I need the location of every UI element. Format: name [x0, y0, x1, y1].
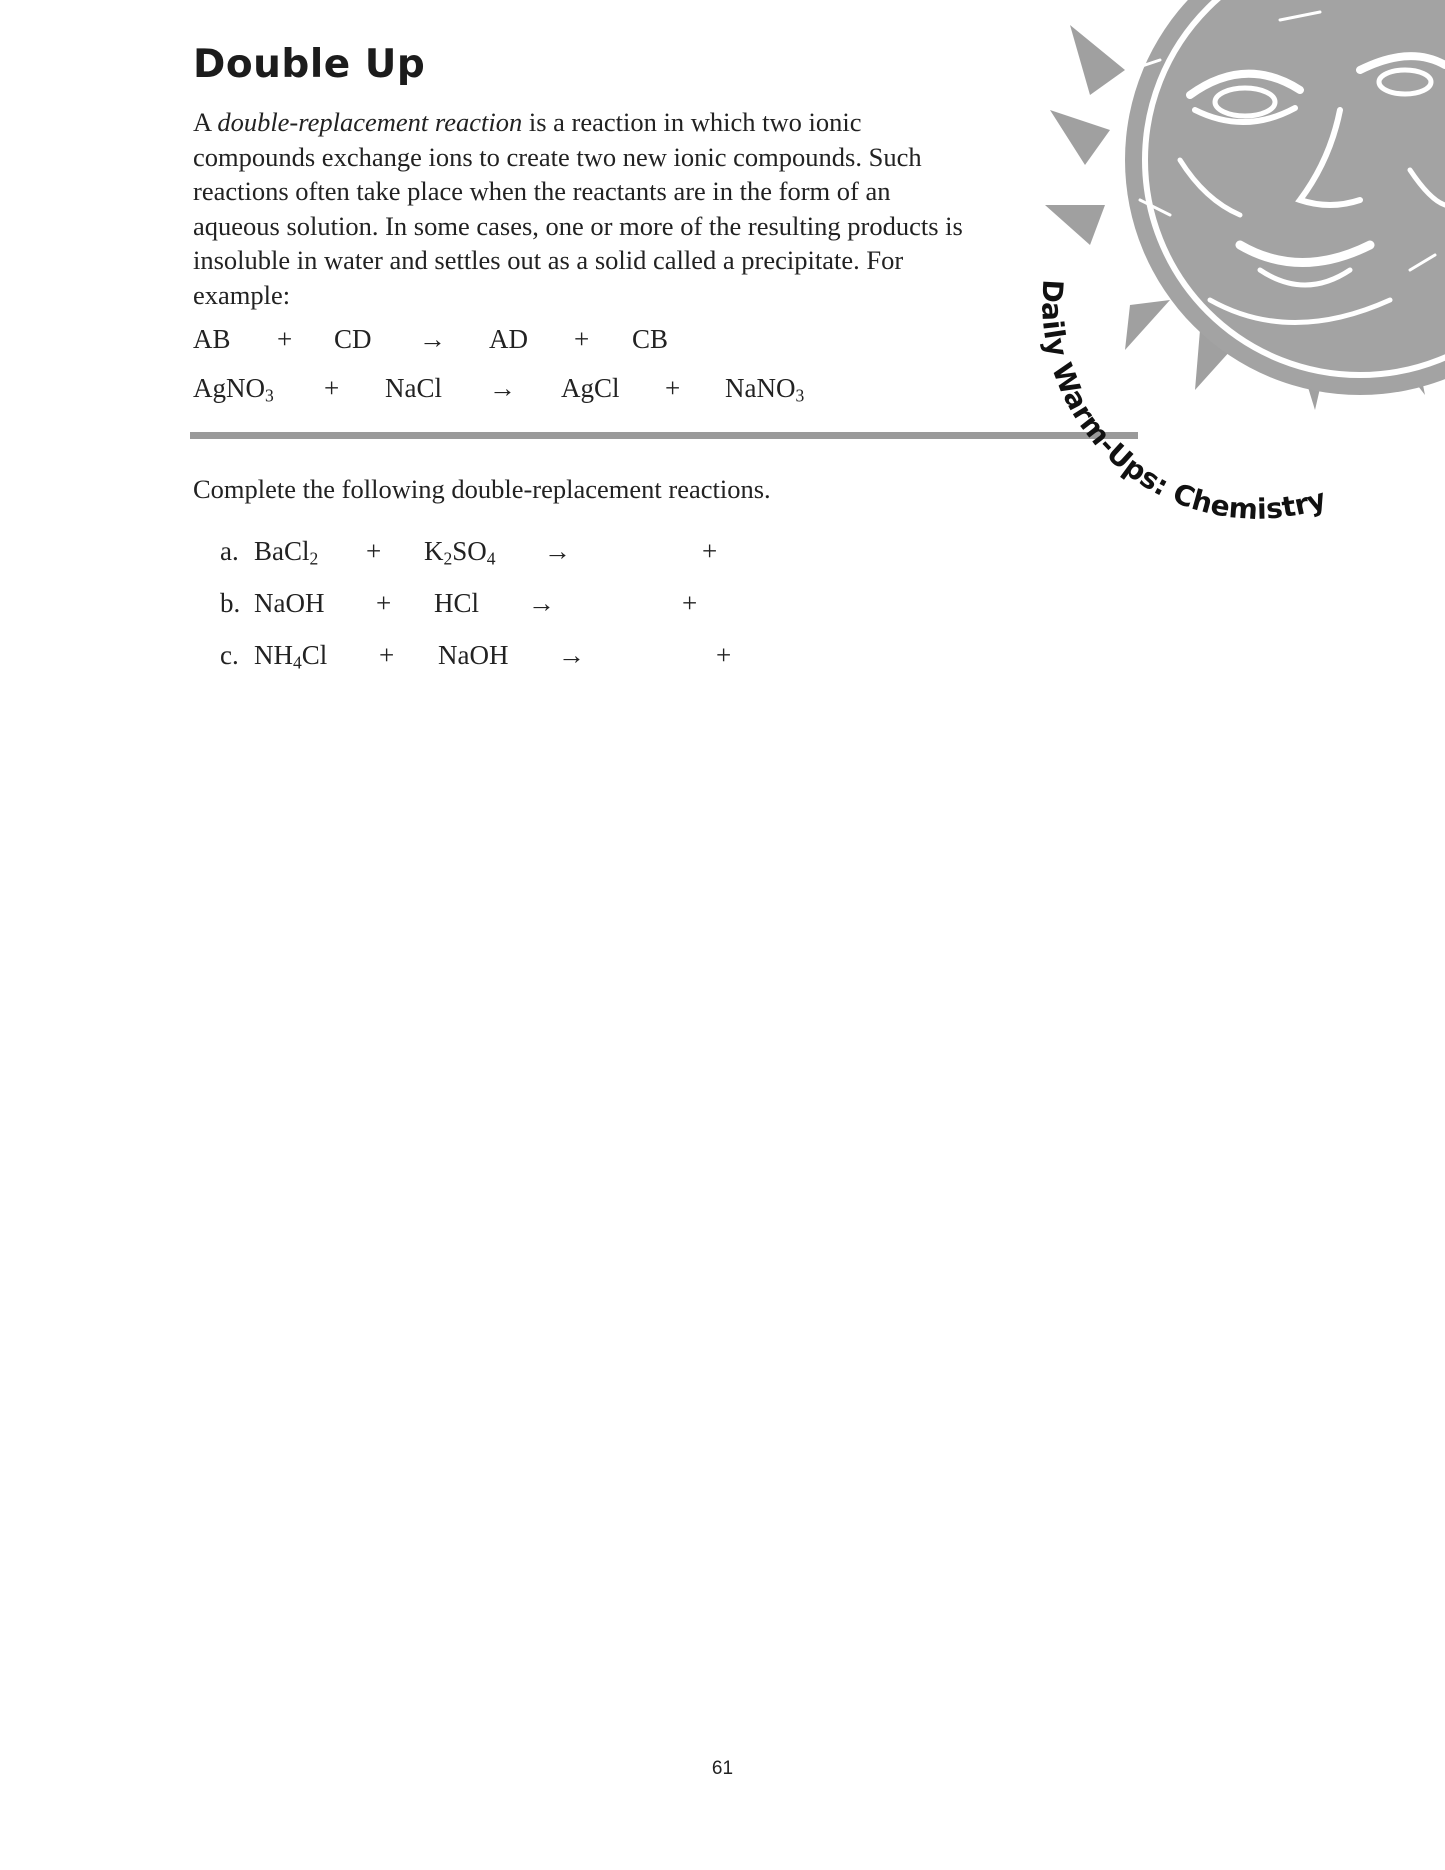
plus-sign: + [324, 373, 340, 403]
reactant-1: NaOH [254, 588, 325, 618]
plus-sign: + [379, 640, 395, 670]
plus-sign: + [665, 373, 681, 403]
reactant-1: BaCl$_2$ [254, 536, 319, 569]
reactant-2: NaOH [438, 640, 509, 670]
intro-start: A [193, 107, 218, 137]
reactant-2: $K_2SO_4$ [424, 536, 496, 569]
product-2: NaNO$_3$ [725, 373, 805, 406]
arrow-icon: → [528, 588, 555, 618]
plus-sign: + [366, 536, 382, 566]
item-letter: c. [220, 640, 239, 670]
intro-paragraph [193, 105, 973, 313]
plus-sign: + [574, 324, 590, 354]
reactant-1: AB [193, 324, 231, 354]
arrow-icon: → [489, 373, 516, 403]
item-letter: b. [220, 588, 241, 618]
reactant-2: HCl [434, 588, 480, 618]
product-2: CB [632, 324, 669, 354]
product-1: AD [489, 324, 528, 354]
product-1: AgCl [561, 373, 620, 403]
reactant-1: AgNO$_3$ [193, 373, 274, 406]
arrow-icon: → [558, 640, 585, 670]
divider-rule [190, 432, 1138, 439]
reactant-2: CD [334, 324, 372, 354]
page-number: 61 [711, 1758, 734, 1779]
plus-sign: + [376, 588, 392, 618]
series-label: Daily Warm-Ups: Chemistry [1035, 278, 1330, 527]
plus-sign: + [716, 640, 732, 670]
intro-rest: is a reaction in which two ionic compounds exchange ions to create two new ionic compounds. Such reactions often take place when the reactants are in the form of an aqueous solution. In some cases, one or more of the resulting products is insoluble in water and settles out as a solid called a precipitate. For example: [193, 107, 963, 310]
page-title: Double Up [193, 42, 426, 87]
intro-term: double-replacement reaction [217, 107, 523, 137]
arrow-icon: → [419, 324, 446, 354]
item-letter: a. [220, 536, 239, 566]
sun-face-icon [1030, 0, 1445, 530]
exercise-prompt: Complete the following double-replacement reactions. [193, 474, 771, 504]
plus-sign: + [277, 324, 293, 354]
plus-sign: + [702, 536, 718, 566]
plus-sign: + [682, 588, 698, 618]
reactant-1: $NH_4Cl$ [254, 640, 328, 673]
reactant-2: NaCl [385, 373, 442, 403]
arrow-icon: → [544, 536, 571, 566]
